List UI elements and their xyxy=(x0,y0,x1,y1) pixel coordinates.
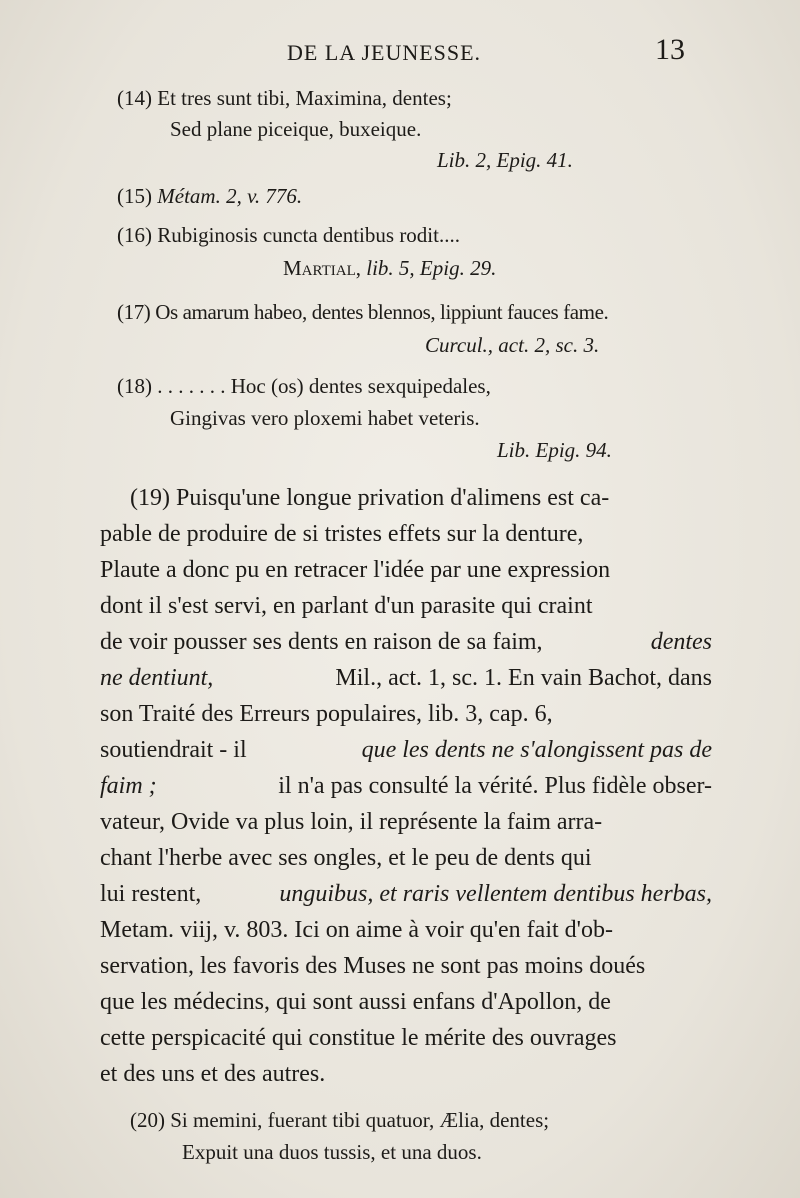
paragraph-line: chant l'herbe avec ses ongles, et le peu de dents qui xyxy=(100,845,592,871)
note-number: (20) xyxy=(130,1108,165,1132)
paragraph-line: de voir pousser ses dents en raison de sa faim, dentes xyxy=(100,629,712,655)
note-16-reference xyxy=(283,256,496,281)
paragraph-line: pable de produire de si tristes effets sur la denture, xyxy=(100,521,584,547)
paragraph-line: Metam. viij, v. 803. Ici on aime à voir qu'en fait d'ob- xyxy=(100,917,613,943)
note-text: Os amarum habeo, dentes blennos, lippiunt fauces fame. xyxy=(155,300,609,324)
note-number: (14) xyxy=(117,86,152,110)
paragraph-line: ne dentiunt, Mil., act. 1, sc. 1. En vain Bachot, dans xyxy=(100,665,712,691)
paragraph-line: que les médecins, qui sont aussi enfans d'Apollon, de xyxy=(100,989,611,1015)
paragraph-line: soutiendrait - il que les dents ne s'alongissent pas de xyxy=(100,737,712,763)
note-14-reference: Lib. 2, Epig. 41. xyxy=(437,148,573,172)
paragraph-line: (19) Puisqu'une longue privation d'alimens est ca- xyxy=(130,485,610,511)
paragraph-line: cette perspicacité qui constitue le mérite des ouvrages xyxy=(100,1025,617,1051)
note-14 xyxy=(117,86,452,111)
note-number: (17) xyxy=(117,300,151,324)
note-17-reference: Curcul., act. 2, sc. 3. xyxy=(425,333,600,357)
note-number: (15) xyxy=(117,184,152,208)
running-title: DE LA JEUNESSE. xyxy=(287,40,482,65)
note-text: Et tres sunt tibi, Maximina, dentes; xyxy=(157,86,452,110)
note-reference: Métam. 2, v. 776. xyxy=(157,184,303,208)
paragraph-line: dont il s'est servi, en parlant d'un parasite qui craint xyxy=(100,593,593,619)
note-20 xyxy=(130,1108,549,1133)
note-number: (18) xyxy=(117,374,152,398)
note-text: . . . . . . . Hoc (os) dentes sexquipedales, xyxy=(157,374,491,398)
note-17 xyxy=(117,300,608,325)
note-16 xyxy=(117,223,460,248)
note-text: Rubiginosis cuncta dentibus rodit.... xyxy=(157,223,460,247)
reference-author: Martial, xyxy=(283,256,362,280)
note-14-line2: Sed plane piceique, buxeique. xyxy=(170,117,422,141)
note-18 xyxy=(117,374,491,399)
note-number: (16) xyxy=(117,223,152,247)
note-18-reference: Lib. Epig. 94. xyxy=(497,438,612,462)
page-number: 13 xyxy=(655,33,685,66)
paragraph-line: faim ; il n'a pas consulté la vérité. Plus fidèle obser- xyxy=(100,773,712,799)
paragraph-line: son Traité des Erreurs populaires, lib. 3, cap. 6, xyxy=(100,701,553,727)
paragraph-line: vateur, Ovide va plus loin, il représente la faim arra- xyxy=(100,809,603,835)
note-text: Si memini, fuerant tibi quatuor, Ælia, dentes; xyxy=(170,1108,550,1132)
note-15 xyxy=(117,184,302,209)
paragraph-line: servation, les favoris des Muses ne sont pas moins doués xyxy=(100,953,646,979)
paragraph-line: Plaute a donc pu en retracer l'idée par une expression xyxy=(100,557,611,583)
paragraph-line: lui restent, unguibus, et raris vellentem dentibus herbas, xyxy=(100,881,712,907)
note-20-line2: Expuit una duos tussis, et una duos. xyxy=(182,1140,482,1164)
note-18-line2: Gingivas vero ploxemi habet veteris. xyxy=(170,406,480,430)
reference-location: lib. 5, Epig. 29. xyxy=(366,256,497,280)
paragraph-line: et des uns et des autres. xyxy=(100,1061,326,1087)
